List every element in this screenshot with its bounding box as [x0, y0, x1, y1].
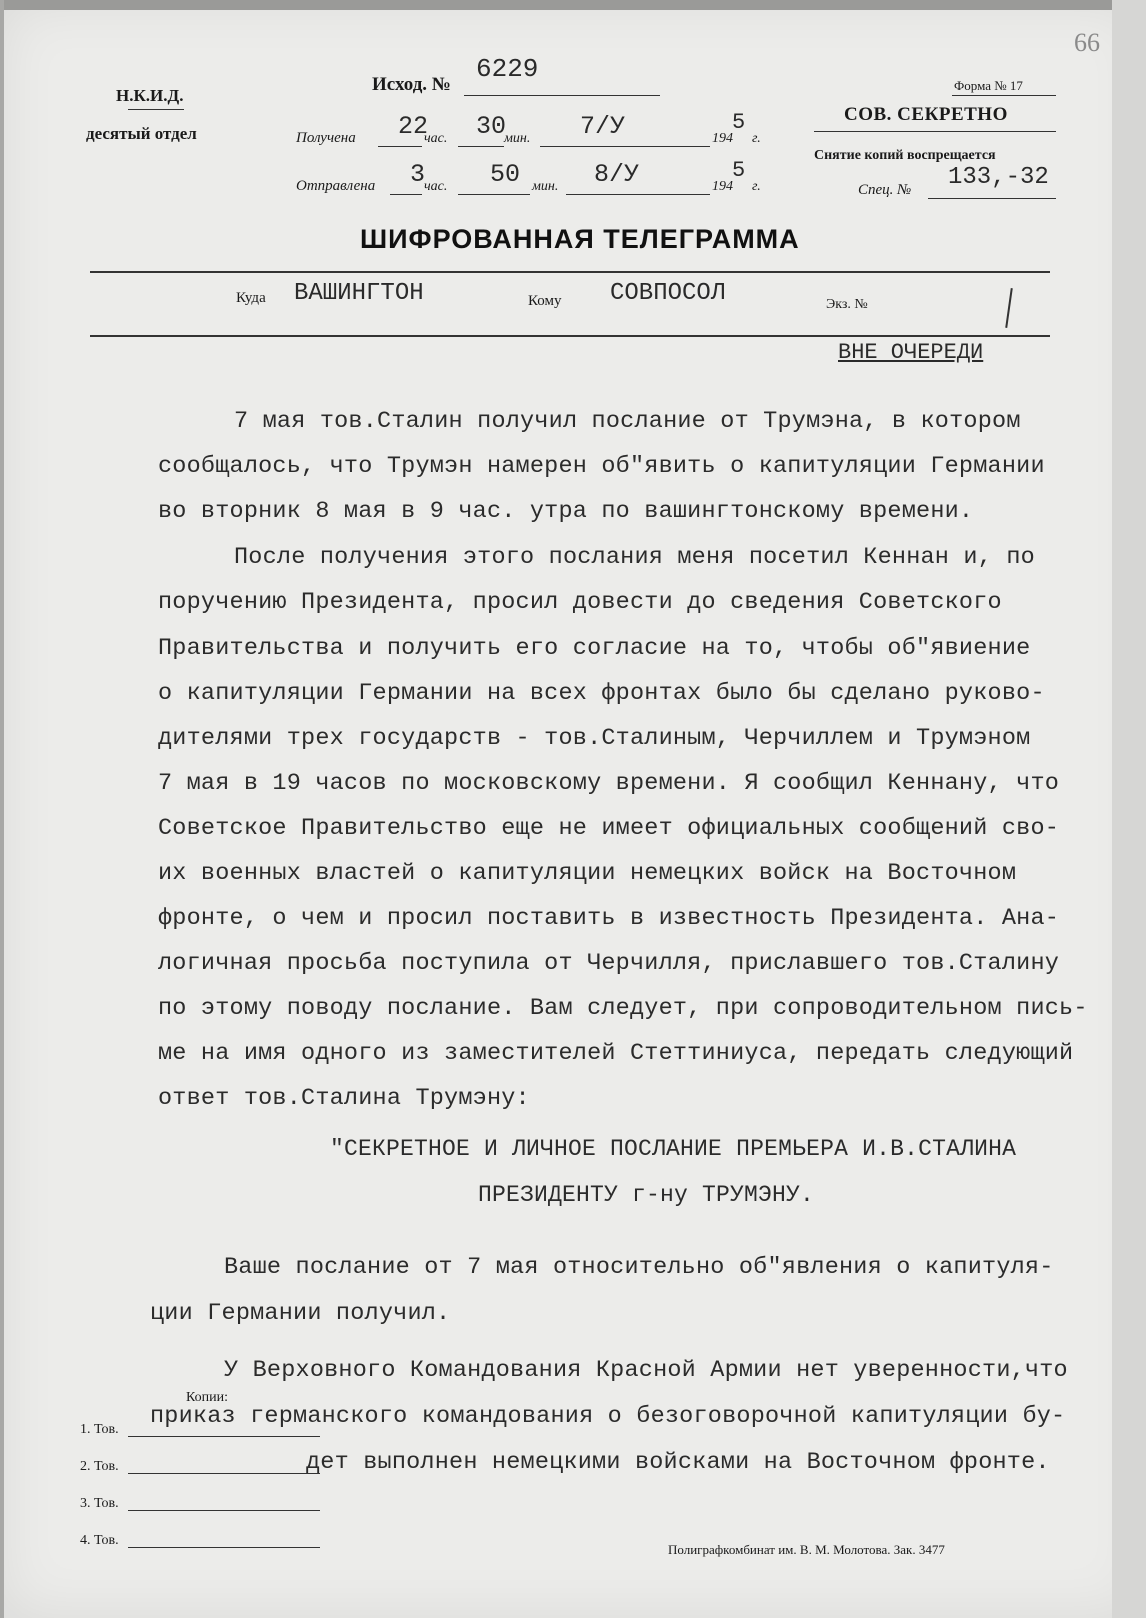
- department: десятый отдел: [86, 124, 197, 143]
- corner-page-number: 66: [1074, 28, 1100, 57]
- body-line: фронте, о чем и просил поставить в известность Президента. Ана-: [158, 905, 1060, 932]
- body-line: по этому поводу послание. Вам следует, при сопроводительном пись-: [158, 995, 1088, 1022]
- copy-recipient-3: 3. Тов.: [80, 1496, 119, 1511]
- body-line: ответ тов.Сталина Трумэну:: [158, 1085, 530, 1112]
- message-heading-line: ПРЕЗИДЕНТУ г-ну ТРУМЭНУ.: [478, 1182, 815, 1208]
- received-label: Получена: [296, 130, 356, 146]
- copy-number-stroke: [1005, 288, 1013, 328]
- year-suffix-1: 5: [732, 110, 746, 135]
- to-label: Куда: [236, 290, 266, 306]
- to-value: ВАШИНГТОН: [294, 280, 424, 307]
- document-title: ШИФРОВАННАЯ ТЕЛЕГРАММА: [360, 224, 800, 254]
- copy-label: Экз. №: [826, 297, 868, 312]
- received-date-line: [540, 146, 710, 147]
- copy-line-3: [128, 1510, 320, 1511]
- message-line: У Верховного Командования Красной Армии нет уверенности,что: [224, 1357, 1068, 1384]
- copy-line-4: [128, 1547, 320, 1548]
- body-line: Советское Правительство еще не имеет официальных сообщений сво-: [158, 815, 1060, 842]
- received-hour: 22: [398, 112, 429, 141]
- body-line: 7 мая в 19 часов по московскому времени. Я сообщил Кеннану, что: [158, 770, 1060, 797]
- copy-recipient-2: 2. Тов.: [80, 1459, 119, 1474]
- whom-value: СОВПОСОЛ: [610, 280, 726, 307]
- spec-number: 133,-32: [948, 164, 1049, 191]
- whom-label: Кому: [528, 293, 562, 309]
- scan-edge-left: [0, 0, 4, 1618]
- secrecy-underline: [814, 131, 1056, 132]
- copy-line-1: [128, 1436, 320, 1437]
- message-line: Ваше послание от 7 мая относительно об"явления о капитуля-: [224, 1254, 1054, 1281]
- year-g-1: г.: [752, 131, 761, 146]
- year-prefix-2: 194: [712, 179, 733, 194]
- copy-recipient-4: 4. Тов.: [80, 1533, 119, 1548]
- spec-underline: [928, 198, 1056, 199]
- year-suffix-2: 5: [732, 158, 746, 183]
- copies-label: Копии:: [186, 1390, 229, 1405]
- no-copy-notice: Снятие копий воспрещается: [814, 148, 996, 163]
- form-underline: [952, 95, 1056, 96]
- priority-mark: ВНЕ ОЧЕРЕДИ: [838, 340, 984, 365]
- body-line: 7 мая тов.Сталин получил послание от Трумэна, в котором: [234, 408, 1021, 435]
- received-min: 30: [476, 112, 507, 141]
- body-line: После получения этого послания меня посетил Кеннан и, по: [234, 544, 1035, 571]
- sent-min-line: [458, 194, 530, 195]
- routing-top-rule: [90, 271, 1050, 273]
- min-label-2: мин.: [532, 179, 559, 194]
- sent-hour: 3: [410, 160, 426, 189]
- printer-imprint: Полиграфкомбинат им. В. М. Молотова. Зак. 3477: [668, 1542, 945, 1557]
- copy-line-2: [128, 1473, 320, 1474]
- message-line: приказ германского командования о безоговорочной капитуляции бу-: [150, 1403, 1066, 1430]
- outgoing-underline: [464, 95, 660, 96]
- body-line: Правительства и получить его согласие на то, чтобы об"явиение: [158, 635, 1031, 662]
- sent-date-line: [566, 194, 710, 195]
- body-line: дителями трех государств - тов.Сталиным, Черчиллем и Трумэном: [158, 725, 1031, 752]
- body-line: во вторник 8 мая в 9 час. утра по вашингтонскому времени.: [158, 498, 974, 525]
- sent-min: 50: [490, 160, 521, 189]
- body-line: логичная просьба поступила от Черчилля, приславшего тов.Сталину: [158, 950, 1060, 977]
- year-g-2: г.: [752, 179, 761, 194]
- body-line: сообщалось, что Трумэн намерен об"явить о капитуляции Германии: [158, 453, 1045, 480]
- received-min-line: [458, 146, 504, 147]
- message-line: дет выполнен немецкими войсками на Восточном фронте.: [306, 1449, 1050, 1476]
- routing-bottom-rule: [90, 335, 1050, 337]
- sent-date: 8/У: [594, 160, 640, 189]
- hour-label-1: час.: [424, 131, 448, 146]
- message-line: ции Германии получил.: [150, 1300, 451, 1327]
- body-line: их военных властей о капитуляции немецких войск на Восточном: [158, 860, 1017, 887]
- org-underline: [128, 109, 184, 110]
- year-prefix-1: 194: [712, 131, 733, 146]
- scan-edge-right: [1112, 0, 1146, 1618]
- form-number: Форма № 17: [954, 78, 1023, 93]
- received-date: 7/У: [580, 112, 626, 141]
- sent-hour-line: [390, 194, 422, 195]
- received-hour-line: [378, 146, 422, 147]
- body-line: ме на имя одного из заместителей Стеттиниуса, передать следующий: [158, 1040, 1074, 1067]
- org-name: Н.К.И.Д.: [116, 86, 184, 105]
- body-line: о капитуляции Германии на всех фронтах было бы сделано руково-: [158, 680, 1045, 707]
- min-label-1: мин.: [504, 131, 531, 146]
- secrecy-mark: СОВ. СЕКРЕТНО: [844, 104, 1008, 125]
- scan-edge-top: [0, 0, 1146, 10]
- hour-label-2: час.: [424, 179, 448, 194]
- body-line: поручению Президента, просил довести до сведения Советского: [158, 589, 1002, 616]
- message-heading-line: "СЕКРЕТНОЕ И ЛИЧНОЕ ПОСЛАНИЕ ПРЕМЬЕРА И.В.СТАЛИНА: [330, 1136, 1017, 1162]
- copy-recipient-1: 1. Тов.: [80, 1422, 119, 1437]
- sent-label: Отправлена: [296, 178, 376, 194]
- spec-label: Спец. №: [858, 182, 912, 198]
- outgoing-number: 6229: [476, 54, 539, 84]
- outgoing-label: Исход. №: [372, 74, 451, 95]
